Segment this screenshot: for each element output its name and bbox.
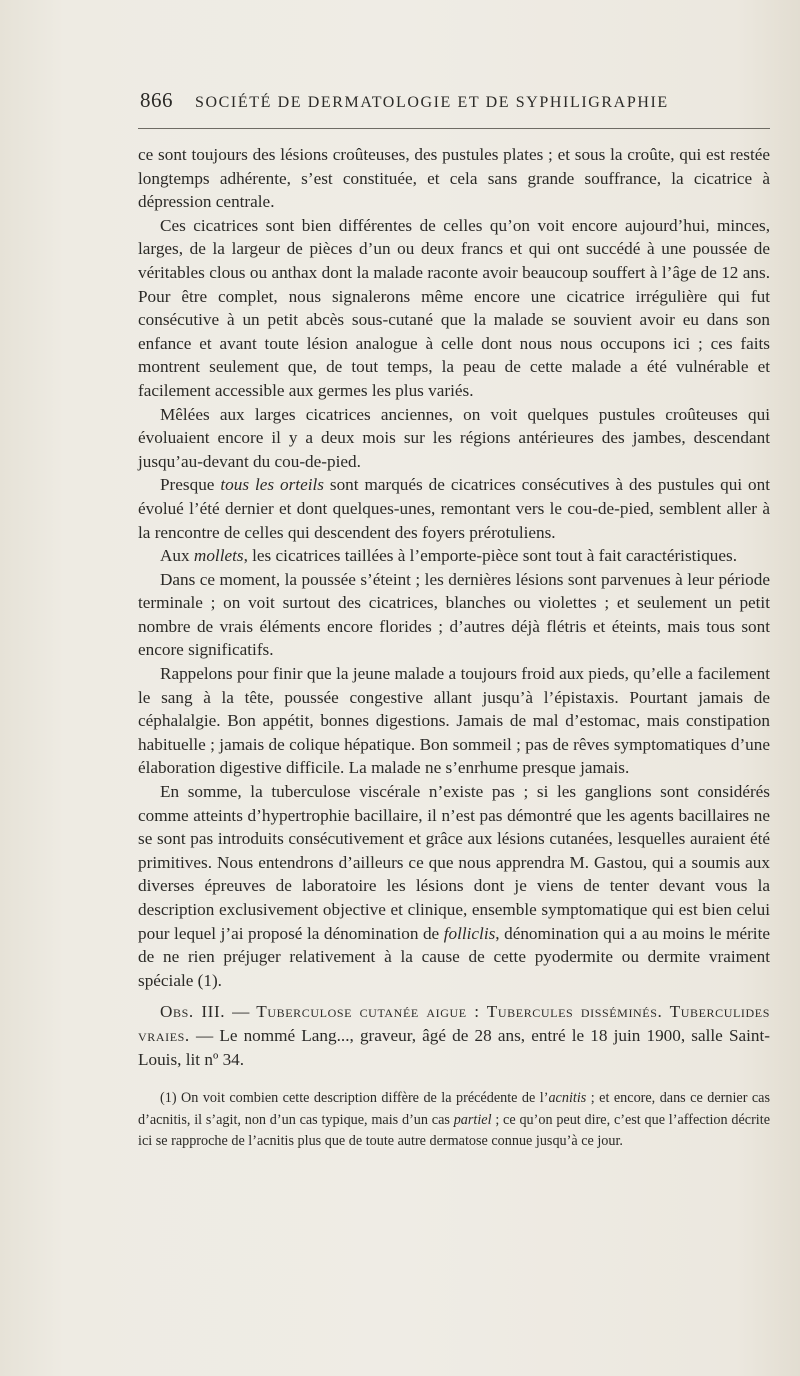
paragraph (138, 780, 770, 992)
paragraph (138, 403, 770, 474)
paragraph (138, 662, 770, 780)
paragraph (138, 143, 770, 214)
italic-text: acnitis (548, 1090, 587, 1107)
text-run: ; et encore, dans ce dernier cas d’acnitis, il s’agit, non d’un cas typique, mais d’un cas (138, 1090, 770, 1128)
text-run: Dans ce moment, la poussée s’éteint ; les dernières lésions sont parvenues à leur période terminale ; on voit surtout des cicatrices, blanches ou violettes ; et seulement un petit nombre de vrais éléments encore florides ; d’autres déjà flétris et éteints, mais tous sont encore significatifs. (138, 569, 770, 660)
footnote (138, 1088, 770, 1153)
text-run: sont marqués de cicatrices consécutives à des pustules qui ont évolué l’été dernier et dont quelques-unes, remontant vers le cou-de-pied, semblent aller à la rencontre de celles qui descendent des foyers prérotuliens. (138, 475, 770, 542)
paragraph (138, 568, 770, 662)
text-run: Presque (160, 475, 221, 495)
text-run: Ces cicatrices sont bien différentes de celles qu’on voit encore aujourd’hui, minces, larges, de la largeur de pièces d’un ou deux francs et qui ont succédé à une poussée de véritables clous ou anthax dont la malade raconte avoir beaucoup souffert à l’âge de 12 ans. Pour être complet, nous signalerons même encore une cicatrice irrégulière qui fut consécutive à un petit abcès sous-cutané que la malade se souvient avoir eu dans son enfance et avant toute lésion analogue à celle dont nous nous occupons ici ; ces faits montrent seulement que, de tout temps, la peau de cette malade a été vulnérable et facilement accessible aux germes les plus variés. (138, 215, 770, 400)
observation-label: Obs. III. (160, 1002, 226, 1022)
observation-title: Tuberculose cutanée aigue : Tubercules disséminés. Tuberculides vraies. (138, 1002, 770, 1045)
text-run: ; ce qu’on peut dire, c’est que l’affection décrite ici se rapproche de l’acnitis plus que de toute autre dermatose connue jusqu’à ce jour. (138, 1111, 770, 1150)
page-number: 866 (140, 88, 173, 112)
italic-text: tous les orteils (220, 475, 324, 495)
text-run: (1) On voit combien cette description diffère de la précédente de l’ (160, 1090, 549, 1107)
paragraph-list (138, 143, 770, 992)
italic-text: partiel (453, 1111, 492, 1128)
observation-dash: — (225, 1002, 257, 1022)
text-run: ce sont toujours des lésions croûteuses, des pustules plates ; et sous la croûte, qui est restée longtemps adhérente, s’est constituée, et cela sans grande souffrance, la cicatrice à dépression centrale. (138, 145, 770, 212)
text-run: Rappelons pour finir que la jeune malade a toujours froid aux pieds, qu’elle a facilement le sang à la tête, poussée congestive allant jusqu’à l’épistaxis. Pourtant jamais de céphalalgie. Bon appétit, bonnes digestions. Jamais de mal d’estomac, mais constipation habituelle ; jamais de colique hépatique. Bon sommeil ; pas de rêves symptomatiques d’une élaboration digestive difficile. La malade ne s’enrhume presque jamais. (138, 664, 770, 778)
text-run: Mêlées aux larges cicatrices anciennes, on voit quelques pustules croûteuses qui évoluaient encore il y a deux mois sur les régions antérieures des jambes, descendant jusqu’au-devant du cou-de-pied. (138, 404, 770, 471)
italic-text: mollets (193, 546, 244, 566)
page-header (140, 88, 770, 113)
body-text (138, 143, 770, 1167)
observation-text: — Le nommé Lang..., graveur, âgé de 28 ans, entré le 18 juin 1900, salle Saint-Louis, lit nº 34. (138, 1025, 770, 1069)
running-title: SOCIÉTÉ DE DERMATOLOGIE ET DE SYPHILIGRAPHIE (195, 94, 669, 111)
italic-text: folliclis (443, 923, 496, 943)
text-run: En somme, la tuberculose viscérale n’existe pas ; si les ganglions sont considérés comme atteints d’hypertrophie bacillaire, il n’est pas démontré que les agents bacillaires ne se sont pas introduits consécutivement et grâce aux lésions cutanées, lesquelles auraient été primitives. Nous entendrons d’ailleurs ce que nous apprendra M. Gastou, qui a soumis aux diverses épreuves de laboratoire les lésions dont je viens de tenter devant vous la description exclusivement objective et clinique, ensemble symptomatique qui est bien celui pour lequel j’ai proposé la dénomination de (138, 782, 770, 943)
text-run: , les cicatrices taillées à l’emporte-pièce sont tout à fait caractéristiques. (243, 546, 737, 566)
header-rule (138, 128, 770, 129)
paragraph (138, 214, 770, 403)
paragraph (138, 473, 770, 544)
paragraph (138, 544, 770, 568)
observation-paragraph (138, 1000, 770, 1071)
text-run: , dénomination qui a au moins le mérite de ne rien préjuger relativement à la cause de cette pyodermite ou dermite vraiment spéciale (1). (138, 923, 770, 990)
text-run: Aux (160, 546, 194, 566)
